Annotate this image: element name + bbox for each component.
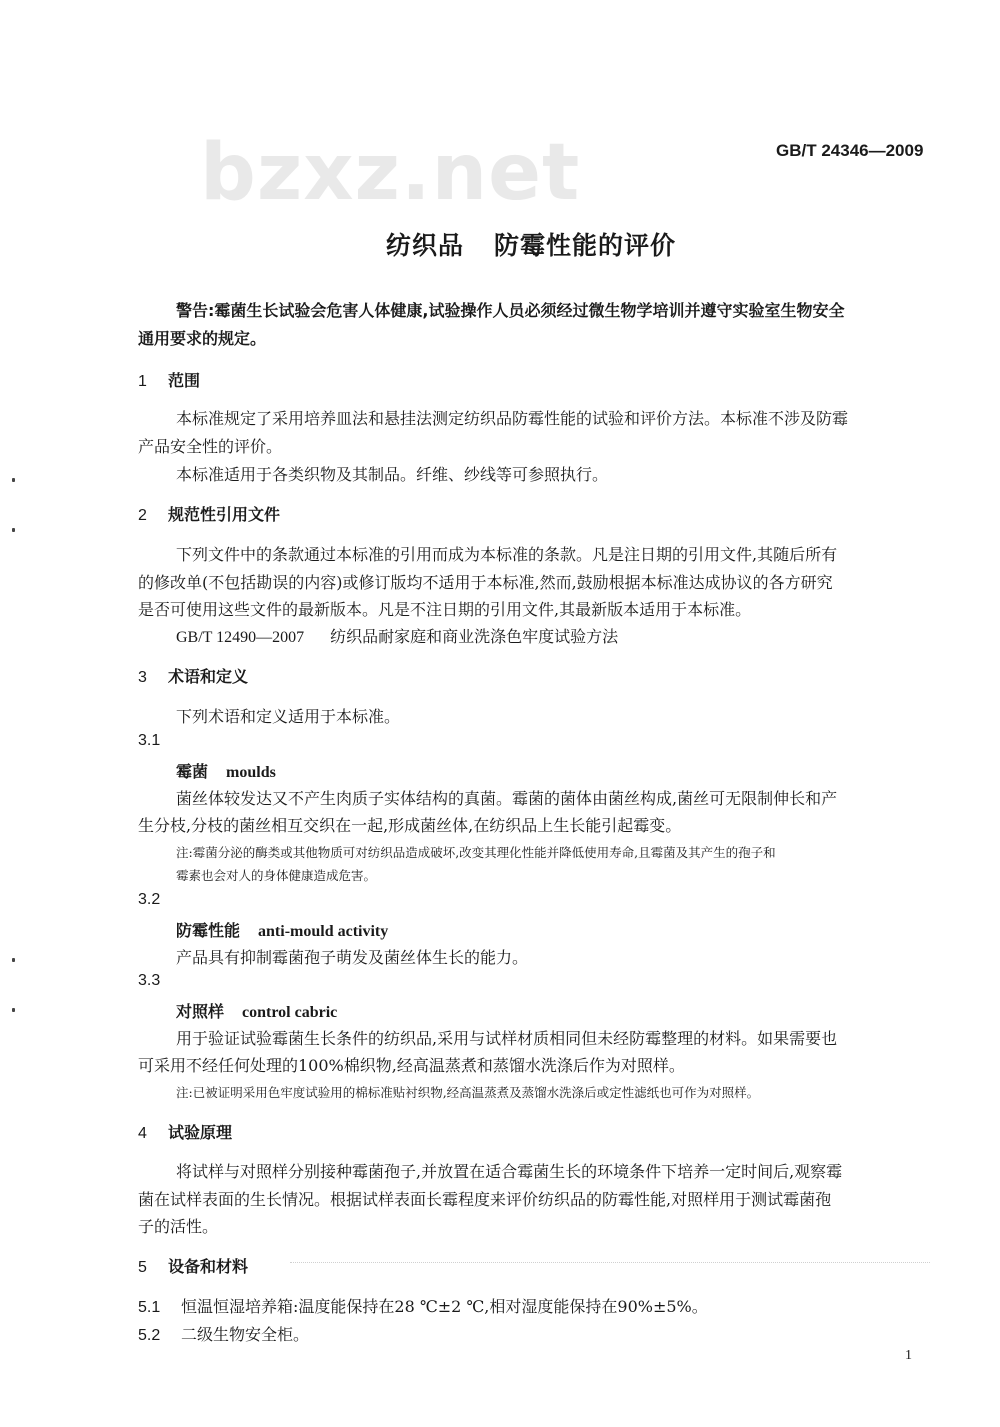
term-name: 防霉性能	[176, 921, 241, 940]
item-number: 5.2	[138, 1327, 161, 1344]
definition-line: 可采用不经任何处理的100%棉织物,经高温蒸煮和蒸馏水洗涤后作为对照样。	[138, 1056, 685, 1075]
section-number: 2	[138, 507, 147, 524]
paragraph-line: 下列文件中的条款通过本标准的引用而成为本标准的条款。凡是注日期的引用文件,其随后所有	[176, 545, 838, 564]
scan-artifact	[290, 1262, 930, 1264]
paragraph-line: 下列术语和定义适用于本标准。	[176, 707, 401, 726]
section-heading	[138, 1254, 248, 1277]
watermark: bzxz.net	[200, 128, 581, 218]
paragraph-line: 子的活性。	[138, 1217, 219, 1236]
paragraph-line: 的修改单(不包括勘误的内容)或修订版均不适用于本标准,然而,鼓励根据本标准达成协议的各方研究	[138, 573, 833, 592]
reference-code: GB/T 12490—2007	[176, 629, 305, 646]
term-english: control cabric	[242, 1004, 338, 1021]
definition-line: 用于验证试验霉菌生长条件的纺织品,采用与试样材质相同但未经防霉整理的材料。如果需要也	[176, 1029, 838, 1048]
item-text: 恒温恒湿培养箱:温度能保持在28 ℃±2 ℃,相对湿度能保持在90%±5%。	[181, 1297, 708, 1316]
term-heading	[176, 918, 388, 941]
title-part1: 纺织品	[386, 231, 465, 260]
definition-line: 菌丝体较发达又不产生肉质子实体结构的真菌。霉菌的菌体由菌丝构成,菌丝可无限制伸长和产	[176, 789, 838, 808]
scan-dot	[12, 528, 15, 532]
reference-title: 纺织品耐家庭和商业洗涤色牢度试验方法	[330, 627, 619, 646]
section-title: 术语和定义	[168, 667, 249, 686]
note-line: 注:霉菌分泌的酶类或其他物质可对纺织品造成破坏,改变其理化性能并降低使用寿命,且霉菌及其产生的孢子和	[176, 845, 776, 860]
scan-dot	[12, 478, 15, 482]
paragraph-line: 将试样与对照样分别接种霉菌孢子,并放置在适合霉菌生长的环境条件下培养一定时间后,观察霉	[176, 1162, 843, 1181]
term-name: 霉菌	[176, 762, 209, 781]
term-name: 对照样	[176, 1002, 225, 1021]
definition-line: 产品具有抑制霉菌孢子萌发及菌丝体生长的能力。	[176, 948, 529, 967]
item-text: 二级生物安全柜。	[181, 1325, 310, 1344]
page-number: 1	[905, 1348, 912, 1363]
section-heading	[138, 368, 200, 391]
title-part2: 防霉性能的评价	[494, 231, 677, 260]
section-heading	[138, 502, 280, 525]
section-title: 试验原理	[168, 1123, 233, 1142]
paragraph-line: 本标准规定了采用培养皿法和悬挂法测定纺织品防霉性能的试验和评价方法。本标准不涉及防霉	[176, 409, 849, 428]
note-line: 霉素也会对人的身体健康造成危害。	[176, 868, 377, 883]
section-heading	[138, 664, 248, 687]
term-english: anti-mould activity	[258, 923, 389, 940]
reference-item	[176, 624, 618, 647]
section-number: 5	[138, 1259, 147, 1276]
paragraph-line: 产品安全性的评价。	[138, 437, 283, 456]
section-title: 范围	[168, 371, 201, 390]
paragraph-line: 本标准适用于各类织物及其制品。纤维、纱线等可参照执行。	[176, 465, 609, 484]
term-number: 3.3	[138, 972, 161, 989]
section-number: 3	[138, 669, 147, 686]
warning-line: 通用要求的规定。	[138, 329, 267, 348]
section-number: 1	[138, 373, 147, 390]
standard-number: GB/T 24346—2009	[776, 141, 924, 160]
list-item	[138, 1322, 309, 1345]
warning-line: 警告:霉菌生长试验会危害人体健康,试验操作人员必须经过微生物学培训并遵守实验室生物安全	[176, 301, 845, 320]
item-number: 5.1	[138, 1299, 161, 1316]
term-english: moulds	[226, 764, 276, 781]
list-item	[138, 1294, 708, 1317]
term-number: 3.1	[138, 732, 161, 749]
term-number: 3.2	[138, 891, 161, 908]
scan-dot	[12, 958, 15, 962]
term-heading	[176, 999, 337, 1022]
note-line: 注:已被证明采用色牢度试验用的棉标准贴衬织物,经高温蒸煮及蒸馏水洗涤后或定性滤纸也可作为对照样。	[176, 1085, 760, 1100]
section-title: 规范性引用文件	[168, 505, 281, 524]
section-title: 设备和材料	[168, 1257, 249, 1276]
section-heading	[138, 1120, 232, 1143]
term-heading	[176, 759, 276, 782]
section-number: 4	[138, 1125, 147, 1142]
definition-line: 生分枝,分枝的菌丝相互交织在一起,形成菌丝体,在纺织品上生长能引起霉变。	[138, 816, 682, 835]
paragraph-line: 是否可使用这些文件的最新版本。凡是不注日期的引用文件,其最新版本适用于本标准。	[138, 600, 752, 619]
scan-dot	[12, 1008, 15, 1012]
page-title	[386, 226, 676, 262]
paragraph-line: 菌在试样表面的生长情况。根据试样表面长霉程度来评价纺织品的防霉性能,对照样用于测试霉菌孢	[138, 1190, 832, 1209]
